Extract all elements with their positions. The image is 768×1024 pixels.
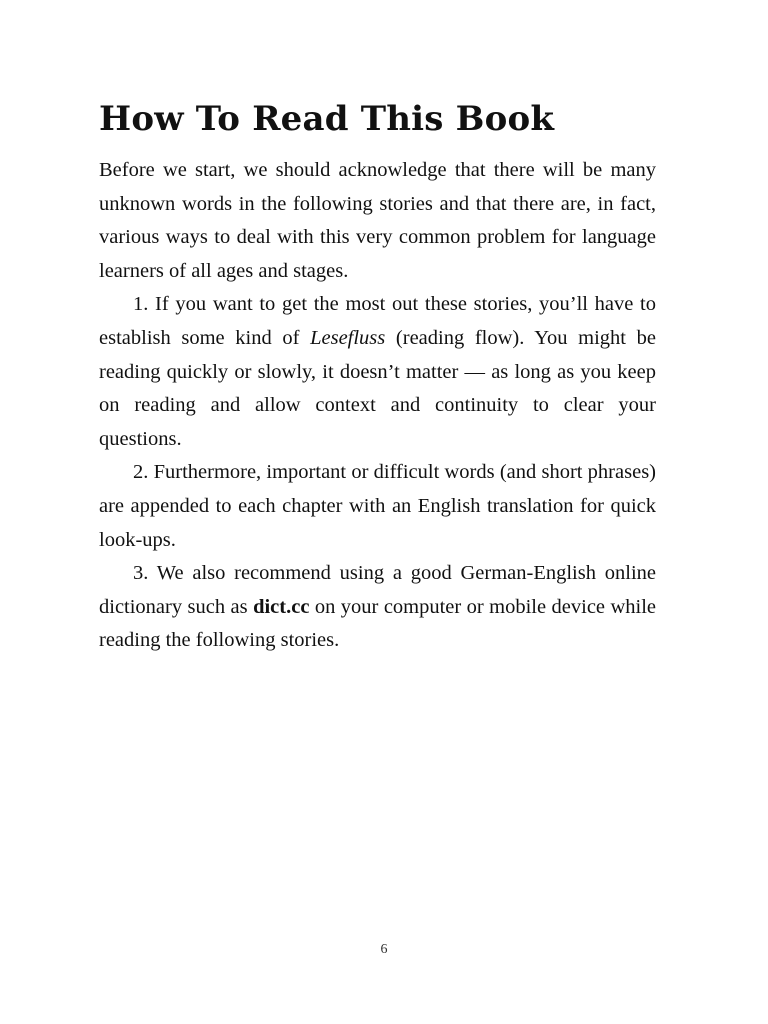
list-item-3-text-end: on your computer or mobile device while reading the following stories. [99, 595, 657, 652]
list-item-3 [99, 557, 656, 658]
list-item-1 [99, 288, 656, 456]
list-item-2: 2. Furthermore, important or difficult words (and short phrases) are appended to each chapter with an English translation for quick look-ups. [99, 461, 656, 551]
term-dict-cc: dict.cc [253, 595, 310, 618]
term-lesefluss: Lesefluss [310, 326, 386, 349]
page-content [99, 96, 656, 658]
list-item-1-text-start: 1. If you want to get the most out these stories, you’ll have to establish some kind of [99, 293, 656, 349]
list-item-1-text-end: (reading flow). You might be reading quickly or slowly, it doesn’t matter — as long as you keep on reading and allow context and continuity to clear your questions. [99, 326, 656, 450]
page-number: 6 [380, 942, 388, 957]
page-title: How To Read This Book [99, 99, 555, 139]
intro-paragraph: Before we start, we should acknowledge that there will be many unknown words in the following stories and that there are, in fact, various ways to deal with this very common problem for language learners of all ages and stages. [99, 159, 656, 282]
list-item-3-text-start: 3. We also recommend using a good German-English online dictionary such as [99, 562, 656, 618]
